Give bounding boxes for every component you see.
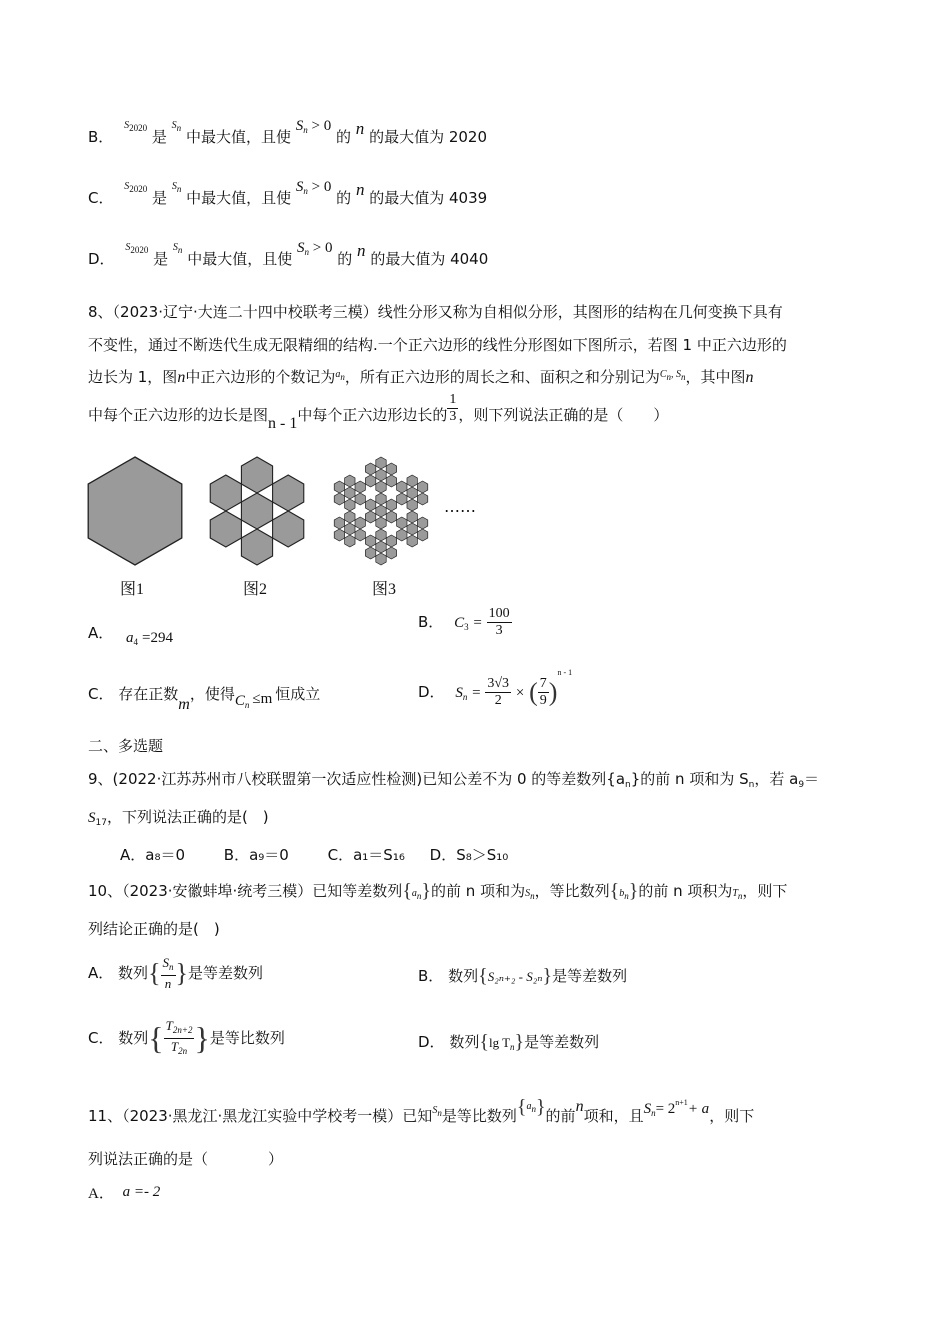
figure-1-hexagon: [86, 455, 184, 567]
fractal-hexagon: [210, 475, 241, 511]
figure-2-label: 图2: [243, 581, 268, 598]
fractal-hexagon: [376, 505, 386, 517]
fractal-hexagon: [334, 493, 344, 505]
q7-option-b: B． $^{S2020}$ 是 $^{Sn}$ 中最大值，且使 $S_n > 0$ 的 n 的最大值为 2020: [88, 118, 488, 146]
fractal-hexagon: [345, 511, 355, 523]
fractal-hexagon: [345, 499, 355, 511]
fractal-hexagon: [376, 481, 386, 493]
fractal-hexagon: [417, 481, 427, 493]
fractal-hexagon: [355, 517, 365, 529]
q7-option-d: D． $^{S2020}$ 是 $^{Sn}$ 中最大值，且使 $S_n > 0$ 的 n 的最大值为 4040: [88, 240, 489, 268]
q11-option-a: A． a =- 2: [88, 1184, 161, 1202]
fractal-hexagon: [365, 535, 375, 547]
fractal-hexagon: [386, 475, 396, 487]
q8-option-b: B． $C_3$ = $\frac{100}{3}$: [418, 606, 510, 638]
fractal-hexagon: [397, 517, 407, 529]
fractal-hexagon: [417, 493, 427, 505]
q9-line2: $S_{17}$，下列说法正确的是( ): [88, 808, 269, 828]
fractal-hexagon: [273, 475, 304, 511]
figure-1-label: 图1: [120, 581, 145, 598]
q7-option-c: C． $^{S2020}$ 是 $^{Sn}$ 中最大值，且使 $S_n > 0$ 的 n 的最大值为 4039: [88, 179, 488, 207]
q10-line1: 10、（2023·安徽蚌埠·统考三模）已知等差数列{an}的前 n 项和为Sn，等比数列{bn}的前 n 项积为Tn，则下: [88, 880, 788, 902]
figure-2-hexagons: [206, 455, 308, 567]
fractal-hexagon: [376, 469, 386, 481]
q9-options: A．a₈＝0 B．a₉＝0 C．a₁＝S₁₆ D．S₈＞S₁₀: [120, 846, 509, 864]
figure-3-hexagons: [330, 455, 432, 567]
fractal-hexagon: [334, 517, 344, 529]
fractal-hexagon: [386, 547, 396, 559]
fractal-hexagon: [407, 499, 417, 511]
q8-option-a: A． $a_4 =294$: [88, 624, 174, 647]
figure-ellipsis: ……: [444, 497, 476, 516]
fractal-hexagon: [345, 523, 355, 535]
fractal-hexagon: [407, 511, 417, 523]
fractal-hexagon: [355, 529, 365, 541]
fractal-hexagon: [386, 499, 396, 511]
fractal-hexagon: [365, 511, 375, 523]
fractal-hexagon: [334, 481, 344, 493]
fractal-hexagon: [376, 529, 386, 541]
q8-line4: 中每个正六边形的边长是图n - 1中每个正六边形边长的 $\frac{1}{3}$ ，则下列说法正确的是（ ）: [88, 392, 669, 432]
fractal-hexagon: [407, 523, 417, 535]
q11-line1: 11、（2023·黑龙江·黑龙江实验中学校考一模）已知$^{Sn}$是等比数列{$^{an}$}的前n项和，且$S_n= 2^{n+1}+ a$，则下: [88, 1096, 755, 1125]
fractal-hexagon: [407, 487, 417, 499]
fractal-hexagon: [365, 463, 375, 475]
q10-option-c: C． 数列{ $\frac{T_{2n+2}}{T_{2n}}$ }是等比数列: [88, 1018, 285, 1056]
figure-3-label: 图3: [372, 581, 397, 598]
fractal-hexagon: [386, 511, 396, 523]
fractal-hexagon: [397, 493, 407, 505]
fractal-hexagon: [386, 463, 396, 475]
fractal-hexagon: [273, 511, 304, 547]
q10-line2: 列结论正确的是( ): [88, 920, 220, 938]
fractal-hexagon: [397, 529, 407, 541]
fractal-hexagon: [355, 481, 365, 493]
q8-option-d: D． $S_n$ = $\frac{3√3}{2}$ × ( $\frac{7}{9}$ )$^{n - 1}$: [418, 668, 573, 708]
q11-line2: 列说法正确的是（ ）: [88, 1150, 284, 1168]
fractal-hexagon: [345, 475, 355, 487]
fractal-hexagon: [376, 457, 386, 469]
fractal-hexagon: [334, 529, 344, 541]
fractal-hexagon: [355, 493, 365, 505]
q8-option-c: C． 存在正数m，使得$C_n \le m$ 恒成立: [88, 685, 321, 713]
fractal-hexagon: [365, 499, 375, 511]
q8-line3: 边长为 1，图n中正六边形的个数记为$^{an}$，所有正六边形的周长之和、面积之和分别记为$^{Cn, Sn}$，其中图n: [88, 368, 754, 386]
fractal-hexagon: [376, 517, 386, 529]
fractal-hexagon: [417, 529, 427, 541]
fractal-hexagon: [417, 517, 427, 529]
q8-line2: 不变性，通过不断迭代生成无限精细的结构.一个正六边形的线性分形图如下图所示，若图 1 中正六边形的: [88, 336, 787, 354]
fractal-hexagon: [241, 493, 272, 529]
fractal-hexagon: [407, 535, 417, 547]
q10-option-a: A． 数列{ $\frac{S_n}{n}$ }是等差数列: [88, 955, 264, 991]
fractal-hexagon: [345, 535, 355, 547]
fractal-hexagon: [210, 511, 241, 547]
fractal-hexagon: [376, 541, 386, 553]
fractal-hexagon: [376, 493, 386, 505]
q8-line1: 8、（2023·辽宁·大连二十四中校联考三模）线性分形又称为自相似分形，其图形的结构在几何变换下具有: [88, 303, 783, 321]
fractal-hexagon: [376, 553, 386, 565]
section-title: 二、多选题: [88, 737, 164, 755]
fractal-hexagon: [397, 481, 407, 493]
fractal-hexagon: [365, 547, 375, 559]
fractal-hexagon: [345, 487, 355, 499]
fractal-hexagon: [407, 475, 417, 487]
fractal-hexagon: [241, 529, 272, 565]
fractal-hexagon: [365, 475, 375, 487]
q10-option-d: D． 数列{lg $T_n$}是等差数列: [418, 1031, 600, 1053]
fractal-hexagon: [241, 457, 272, 493]
q10-option-b: B． 数列{S₂ₙ₊₂ - S₂ₙ}是等差数列: [418, 965, 628, 987]
q9-line1: 9、(2022·江苏苏州市八校联盟第一次适应性检测)已知公差不为 0 的等差数列$\{a_n\}$的前 n 项和为 $S_n$，若 $a_9=$: [88, 770, 820, 790]
fractal-hexagon: [386, 535, 396, 547]
